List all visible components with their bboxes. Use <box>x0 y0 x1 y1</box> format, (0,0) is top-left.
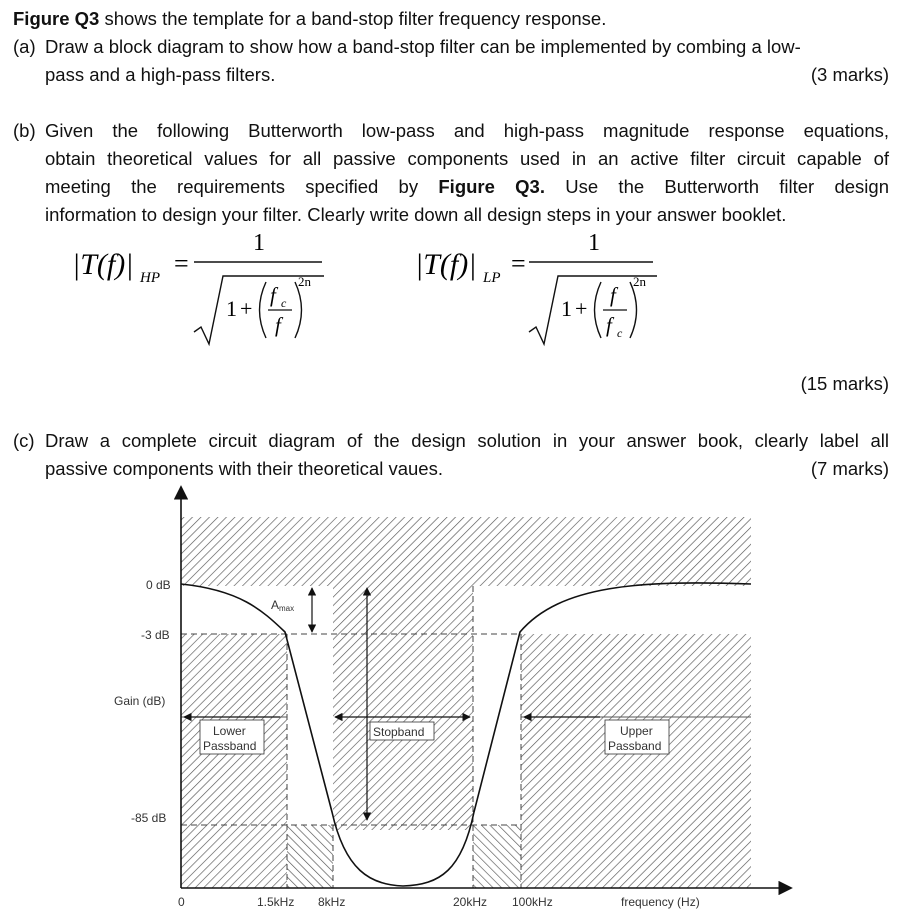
lp-plus: + <box>575 296 588 321</box>
lower-passband-label-2: Passband <box>203 739 257 753</box>
lp-one: 1 <box>561 296 572 321</box>
figure-ref: Figure Q3 <box>13 8 100 29</box>
part-c-line2: passive components with their theoretical vaues. <box>45 458 443 479</box>
stopband-label: Stopband <box>373 725 425 739</box>
hp-equation <box>70 228 330 358</box>
upper-passband-label-1: Upper <box>620 724 653 738</box>
hp-exponent: 2n <box>298 274 311 289</box>
part-a-label: (a) <box>13 36 36 57</box>
part-a-marks: (3 marks) <box>810 64 889 85</box>
hp-numerator: 1 <box>253 230 265 256</box>
part-a-line1: Draw a block diagram to show how a band-stop filter can be implemented by combing a low- <box>45 36 801 57</box>
part-c-marks: (7 marks) <box>810 458 889 479</box>
x-label-1-5khz: 1.5kHz <box>257 895 295 909</box>
part-b-line3 <box>45 176 889 198</box>
lower-passband-forbidden-region <box>181 634 287 888</box>
part-b-label: (b) <box>13 120 36 141</box>
upper-passband-label-2: Passband <box>608 739 662 753</box>
hp-frac-den: f <box>275 313 281 337</box>
x-label-100khz: 100kHz <box>512 895 553 909</box>
lp-frac-den-sub: c <box>617 326 623 340</box>
part-b-line4: information to design your filter. Clearly write down all design steps in your answer booklet. <box>45 204 787 225</box>
lp-lhs: |T(f)| <box>415 248 477 281</box>
upper-passband-forbidden-region <box>521 634 751 888</box>
upper-transition-region <box>473 825 521 888</box>
lp-exponent: 2n <box>633 274 646 289</box>
part-a-line2: pass and a high-pass filters. <box>45 64 276 85</box>
intro-text: shows the template for a band-stop filter frequency response. <box>99 8 607 29</box>
part-b-line2: obtain theoretical values for all passive components used in an active filter circuit capable of <box>45 148 889 169</box>
top-forbidden-region <box>181 517 751 586</box>
lower-transition-region <box>287 825 333 888</box>
x-label-8khz: 8kHz <box>318 895 346 909</box>
part-b-marks: (15 marks) <box>800 373 889 394</box>
hp-one: 1 <box>226 296 237 321</box>
x-label-20khz: 20kHz <box>453 895 488 909</box>
amax-label: Amax <box>271 598 295 613</box>
part-b-line3-a: meeting the requirements specified by <box>45 176 439 197</box>
stopband-forbidden-region <box>333 586 473 830</box>
y-label-3db: -3 dB <box>141 628 170 642</box>
lp-equation <box>413 228 673 358</box>
lp-subscript: LP <box>483 270 501 286</box>
part-c-line1: Draw a complete circuit diagram of the design solution in your answer book, clearly label all <box>45 430 889 451</box>
hp-subscript: HP <box>140 270 160 286</box>
x-axis-title: frequency (Hz) <box>621 895 700 909</box>
lower-passband-label-1: Lower <box>213 724 246 738</box>
part-c-label: (c) <box>13 430 35 451</box>
band-stop-template-figure <box>0 480 913 919</box>
lp-numerator: 1 <box>588 230 600 256</box>
part-b-line1: Given the following Butterworth low-pass and high-pass magnitude response equations, <box>45 120 889 141</box>
lp-frac-den: f <box>606 313 612 337</box>
x-label-0: 0 <box>178 895 185 909</box>
svg-text:=: = <box>511 249 526 278</box>
lp-frac-num: f <box>610 283 616 307</box>
y-label-gain: Gain (dB) <box>114 694 166 708</box>
y-label-85db: -85 dB <box>131 811 167 825</box>
y-label-0db: 0 dB <box>146 578 171 592</box>
hp-frac-num: f <box>270 283 276 307</box>
intro-line <box>13 8 606 30</box>
hp-lhs: |T(f)| <box>72 248 134 281</box>
part-b-figure-ref: Figure Q3. <box>438 176 545 197</box>
svg-text:=: = <box>174 249 189 278</box>
part-b-line3-c: Use the Butterworth filter design <box>545 176 889 197</box>
hp-plus: + <box>240 296 253 321</box>
hp-frac-num-sub: c <box>281 296 287 310</box>
